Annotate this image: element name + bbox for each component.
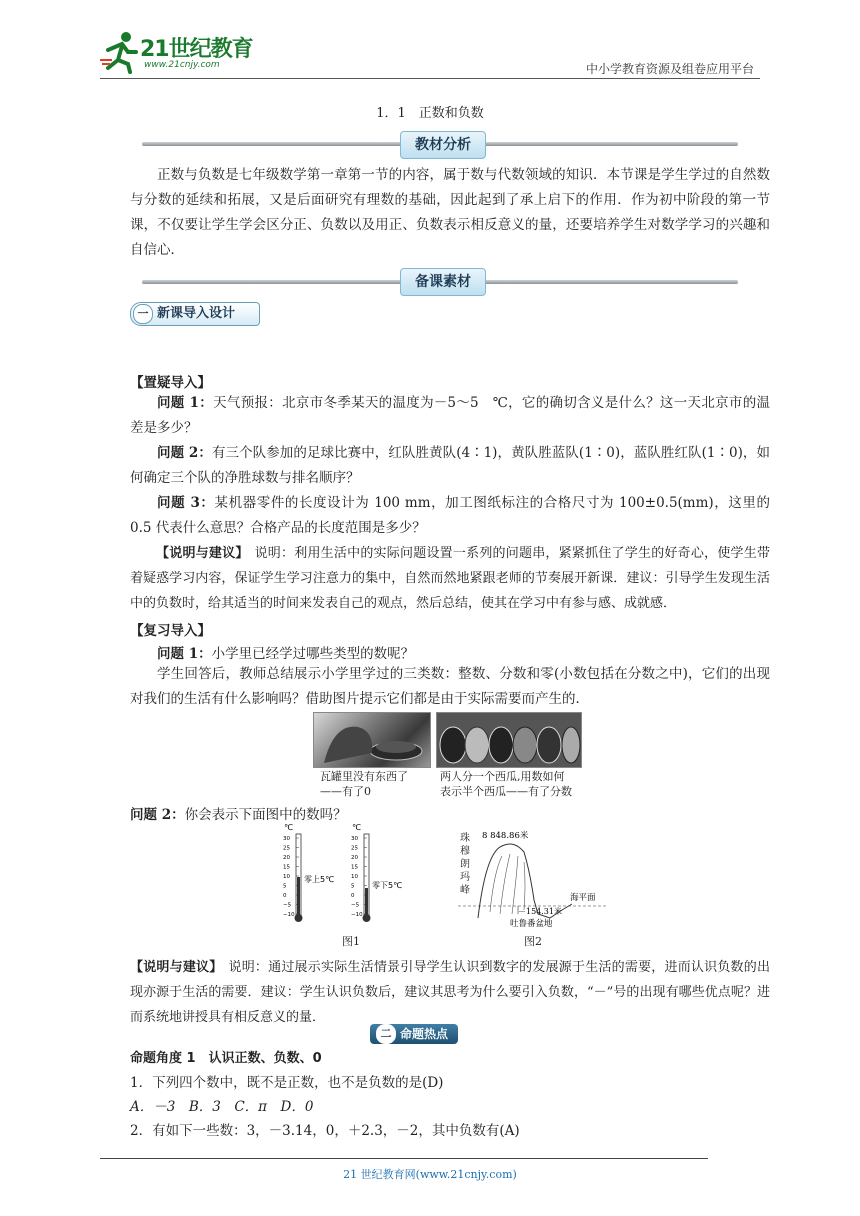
q-text: 天气预报：北京市冬季某天的温度为－5～5 ℃，它的确切含义是什么？这一天北京市的温差是多少？ xyxy=(130,395,771,436)
problem-1: 1．下列四个数中，既不是正数，也不是负数的是(D) xyxy=(130,1075,444,1091)
q-text: 某机器零件的长度设计为 100 mm，加工图纸标注的合格尺寸为 100±0.5(mm)，这里的 0.5 代表什么意思？合格产品的长度范围是多少？ xyxy=(130,495,770,536)
section-label: 新课导入设计 xyxy=(157,306,236,321)
q-label: 问题 2： xyxy=(130,807,185,823)
review-question-1 xyxy=(130,642,414,662)
tick-label: 0 xyxy=(283,893,287,899)
tick-label: −5 xyxy=(283,902,292,909)
unit-label: ℃ xyxy=(352,823,361,832)
header-divider xyxy=(100,78,760,79)
figure-mountain xyxy=(458,822,618,934)
tick-label: −5 xyxy=(351,902,360,909)
question-3 xyxy=(130,491,770,541)
footer-text: 21 世纪教育网(www.21cnjy.com) xyxy=(343,1168,517,1181)
peak-height: 8 848.86米 xyxy=(482,831,529,841)
q-label: 问题 1： xyxy=(157,395,214,411)
tick-label: 10 xyxy=(283,874,290,880)
prop-angle-1: 命题角度 1 认识正数、负数、0 xyxy=(130,1051,322,1066)
tick-label: 0 xyxy=(351,893,355,899)
figure-2-caption: 图2 xyxy=(524,935,542,948)
note-1 xyxy=(130,541,770,616)
tick-label: 30 xyxy=(351,836,358,842)
watermelon-icon xyxy=(437,713,581,767)
question-1 xyxy=(130,391,770,441)
basin-label: 吐鲁番盆地 xyxy=(510,919,553,929)
peak-name: 珠穆朗玛峰 xyxy=(460,833,470,896)
problem-2: 2．有如下一些数：3，－3.14，0，＋2.3，－2，其中负数有(A) xyxy=(130,1123,520,1139)
section-number: 二 xyxy=(376,1024,396,1044)
tick-label: 15 xyxy=(351,864,358,871)
therm-2-label: 零下5℃ xyxy=(372,881,403,890)
tick-label: 15 xyxy=(283,864,290,871)
basin-depth: －154.31米 xyxy=(518,907,562,916)
review-question-2 xyxy=(130,803,347,823)
tick-label: 5 xyxy=(351,883,355,890)
photo-caption-zero: 瓦罐里没有东西了 ——有了0 xyxy=(320,770,408,798)
tick-label: 10 xyxy=(351,874,358,880)
band-label-analysis: 教材分析 xyxy=(400,131,486,159)
photo-caption-fraction: 两人分一个西瓜,用数如何 表示半个西瓜——有了分数 xyxy=(440,770,572,798)
tick-label: 20 xyxy=(351,855,358,861)
figure-1-caption: 图1 xyxy=(342,935,360,948)
note-2 xyxy=(130,955,770,1030)
question-2 xyxy=(130,441,770,491)
note-label: 【说明与建议】 xyxy=(130,960,223,975)
section-label: 命题热点 xyxy=(400,1027,449,1041)
logo-text: 21世纪教育 xyxy=(140,37,253,62)
note-text: 说明：利用生活中的实际问题设置一系列的问题串，紧紧抓住了学生的好奇心，使学生带着疑惑学习内容，保证学生学习注意力的集中，自然而然地紧跟老师的节奏展开新课．建议：引导学生发现生活中的负数时，给其适当的时间来发表自己的观点，然后总结，使其在学习中有参与感、成就感． xyxy=(130,546,770,611)
analysis-paragraph: 正数与负数是七年级数学第一章第一节的内容，属于数与代数领域的知识．本节课是学生学过的自然数与分数的延续和拓展，又是后面研究有理数的基础，因此起到了承上启下的作用．作为初中阶段的第一节课，不仅要让学生学会区分正、负数以及用正、负数表示相反意义的量，还要培养学生对数学学习的兴趣和自信心． xyxy=(130,167,770,258)
q-label: 问题 1： xyxy=(157,646,212,662)
sea-level-label: 海平面 xyxy=(570,893,596,903)
photo-melons xyxy=(436,712,582,768)
tick-label: −10 xyxy=(283,912,295,918)
review-answer: 学生回答后，教师总结展示小学里学过的三类数：整数、分数和零(小数包括在分数之中)，它们的出现对我们的生活有什么影响吗？借助图片提示它们都是由于实际需要而产生的． xyxy=(130,666,770,707)
tick-label: 25 xyxy=(351,845,358,852)
therm-1-label: 零上5℃ xyxy=(304,875,335,884)
q-label: 问题 3： xyxy=(157,495,215,511)
logo-url: www.21cnjy.com xyxy=(144,60,220,70)
mountain-icon xyxy=(458,822,618,934)
tick-label: 30 xyxy=(283,836,290,842)
q-label: 问题 2： xyxy=(157,445,212,461)
thermometer-icon xyxy=(280,822,410,932)
tick-label: 25 xyxy=(283,845,290,852)
note-text: 说明：通过展示实际生活情景引导学生认识到数字的发展源于生活的需要，进而认识负数的出现亦源于生活的需要．建议：学生认识负数后，建议其思考为什么要引入负数，“－”号的出现有哪些优点呢？进而系统地讲授具有相反意义的量． xyxy=(130,960,770,1025)
section-tag-intro xyxy=(130,302,260,326)
tick-label: −10 xyxy=(351,912,363,918)
heading-doubt-intro: 【置疑导入】 xyxy=(130,375,211,391)
q-text: 小学里已经学过哪些类型的数呢？ xyxy=(211,646,415,662)
problem-1-options: A．－3 B．3 C．π D．0 xyxy=(130,1099,314,1115)
q-text: 有三个队参加的足球比赛中，红队胜黄队(4∶1)，黄队胜蓝队(1∶0)，蓝队胜红队(1∶0)，如何确定三个队的净胜球数与排名顺序？ xyxy=(130,445,770,486)
unit-label: ℃ xyxy=(284,823,293,832)
site-name: 中小学教育资源及组卷应用平台 xyxy=(585,62,754,76)
heading-review-intro: 【复习导入】 xyxy=(130,623,211,639)
site-logo xyxy=(100,30,260,78)
photo-empty-jar xyxy=(313,712,431,768)
note-label: 【说明与建议】 xyxy=(156,546,249,561)
band-label-materials: 备课素材 xyxy=(400,268,486,296)
section-tag-hot xyxy=(370,1024,458,1044)
runner-icon xyxy=(100,30,140,74)
tick-label: 5 xyxy=(283,883,287,890)
page-title: 1．1 正数和负数 xyxy=(376,106,484,121)
footer-divider xyxy=(100,1158,708,1159)
q-text: 你会表示下面图中的数吗？ xyxy=(184,807,347,823)
figure-thermometers xyxy=(280,822,410,952)
tick-label: 20 xyxy=(283,855,290,861)
jar-icon xyxy=(314,713,430,767)
section-number: 一 xyxy=(133,304,153,324)
